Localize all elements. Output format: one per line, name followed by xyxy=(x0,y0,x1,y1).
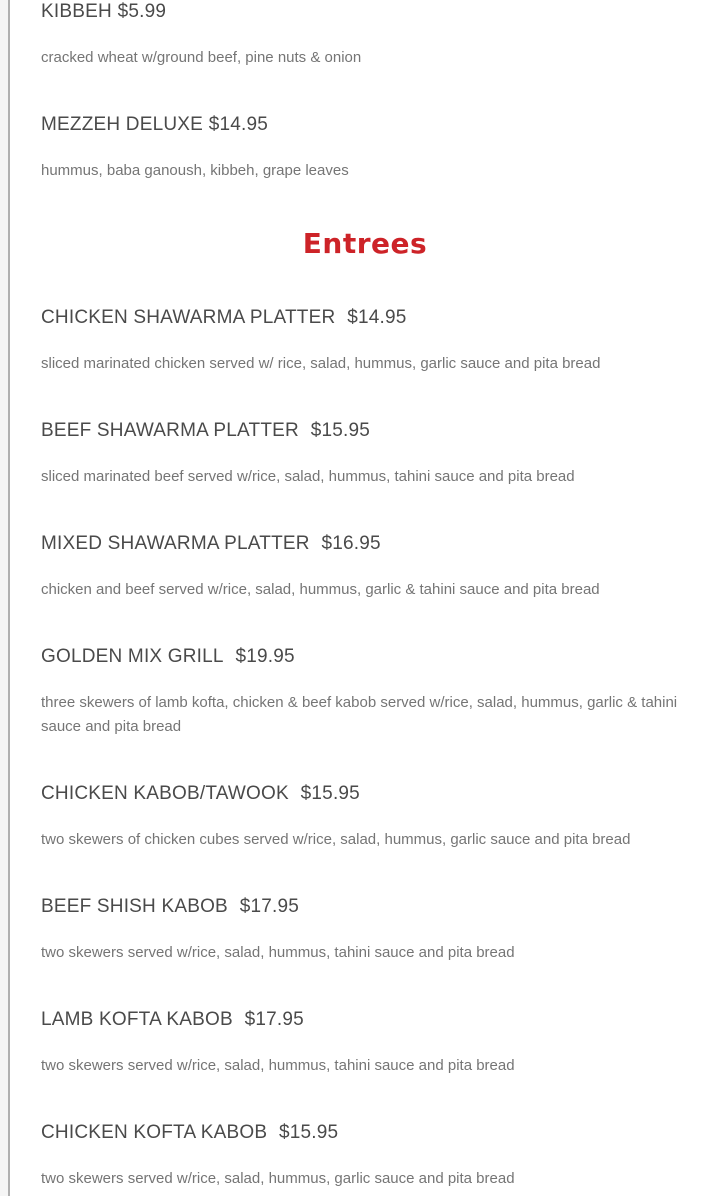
section-heading-entrees: Entrees xyxy=(302,227,428,260)
menu-item-title xyxy=(41,896,689,918)
menu-item-description: hummus, baba ganoush, kibbeh, grape leaves xyxy=(41,162,349,179)
left-scrollbar-gutter[interactable] xyxy=(0,0,10,1196)
menu-item xyxy=(41,114,689,183)
menu-item-name: CHICKEN SHAWARMA PLATTER xyxy=(41,307,336,328)
menu-item-price: $15.95 xyxy=(300,783,360,804)
menu-item-price: $17.95 xyxy=(239,896,300,917)
menu-item-price: $14.95 xyxy=(208,114,269,135)
menu-item-title xyxy=(41,646,689,668)
menu-item-title xyxy=(41,307,689,329)
menu-item-title xyxy=(41,1,689,23)
menu-item xyxy=(41,646,689,739)
menu-page xyxy=(12,0,705,1191)
menu-item-description: three skewers of lamb kofta, chicken & beef kabob served w/rice, salad, hummus, garlic & tahini sauce and pita bread xyxy=(41,694,678,735)
menu-item-name: CHICKEN KOFTA KABOB xyxy=(41,1122,268,1143)
menu-item-description: chicken and beef served w/rice, salad, hummus, garlic & tahini sauce and pita bread xyxy=(41,581,600,598)
menu-item-description: two skewers served w/rice, salad, hummus, tahini sauce and pita bread xyxy=(41,1057,515,1074)
menu-item-price: $5.99 xyxy=(117,1,167,22)
menu-item-description: cracked wheat w/ground beef, pine nuts & onion xyxy=(41,49,362,66)
menu-item-price: $17.95 xyxy=(244,1009,304,1030)
menu-item-description: two skewers served w/rice, salad, hummus, tahini sauce and pita bread xyxy=(41,944,515,961)
menu-item-name: KIBBEH xyxy=(41,1,112,22)
menu-item xyxy=(41,783,689,852)
menu-item-price: $14.95 xyxy=(347,307,407,328)
menu-item-description: two skewers of chicken cubes served w/rice, salad, hummus, garlic sauce and pita bread xyxy=(41,831,631,848)
menu-item-title xyxy=(41,420,689,442)
menu-item-title xyxy=(41,1122,689,1144)
menu-item xyxy=(41,307,689,376)
menu-item-name: CHICKEN KABOB/TAWOOK xyxy=(41,783,289,804)
menu-item-title xyxy=(41,1009,689,1031)
menu-item xyxy=(41,1122,689,1191)
menu-item xyxy=(41,1009,689,1078)
menu-item-name: BEEF SHAWARMA PLATTER xyxy=(41,420,299,441)
menu-item-description: sliced marinated beef served w/rice, salad, hummus, tahini sauce and pita bread xyxy=(41,468,575,485)
menu-item-description: sliced marinated chicken served w/ rice, salad, hummus, garlic sauce and pita bread xyxy=(41,355,601,372)
menu-item-description: two skewers served w/rice, salad, hummus, garlic sauce and pita bread xyxy=(41,1170,515,1187)
menu-item-name: LAMB KOFTA KABOB xyxy=(41,1009,233,1030)
menu-item-price: $15.95 xyxy=(310,420,371,441)
menu-item-name: MIXED SHAWARMA PLATTER xyxy=(41,533,310,554)
menu-item-title xyxy=(41,533,689,555)
menu-item xyxy=(41,420,689,489)
menu-item-name: MEZZEH DELUXE xyxy=(41,114,204,135)
menu-item-price: $15.95 xyxy=(278,1122,339,1143)
menu-item xyxy=(41,896,689,965)
menu-item-name: GOLDEN MIX GRILL xyxy=(41,646,224,667)
menu-item-title xyxy=(41,783,689,805)
menu-item-price: $16.95 xyxy=(321,533,381,554)
menu-item-name: BEEF SHISH KABOB xyxy=(41,896,228,917)
menu-item xyxy=(41,533,689,602)
menu-item-price: $19.95 xyxy=(235,646,295,667)
menu-item-title xyxy=(41,114,689,136)
menu-item xyxy=(41,1,689,70)
